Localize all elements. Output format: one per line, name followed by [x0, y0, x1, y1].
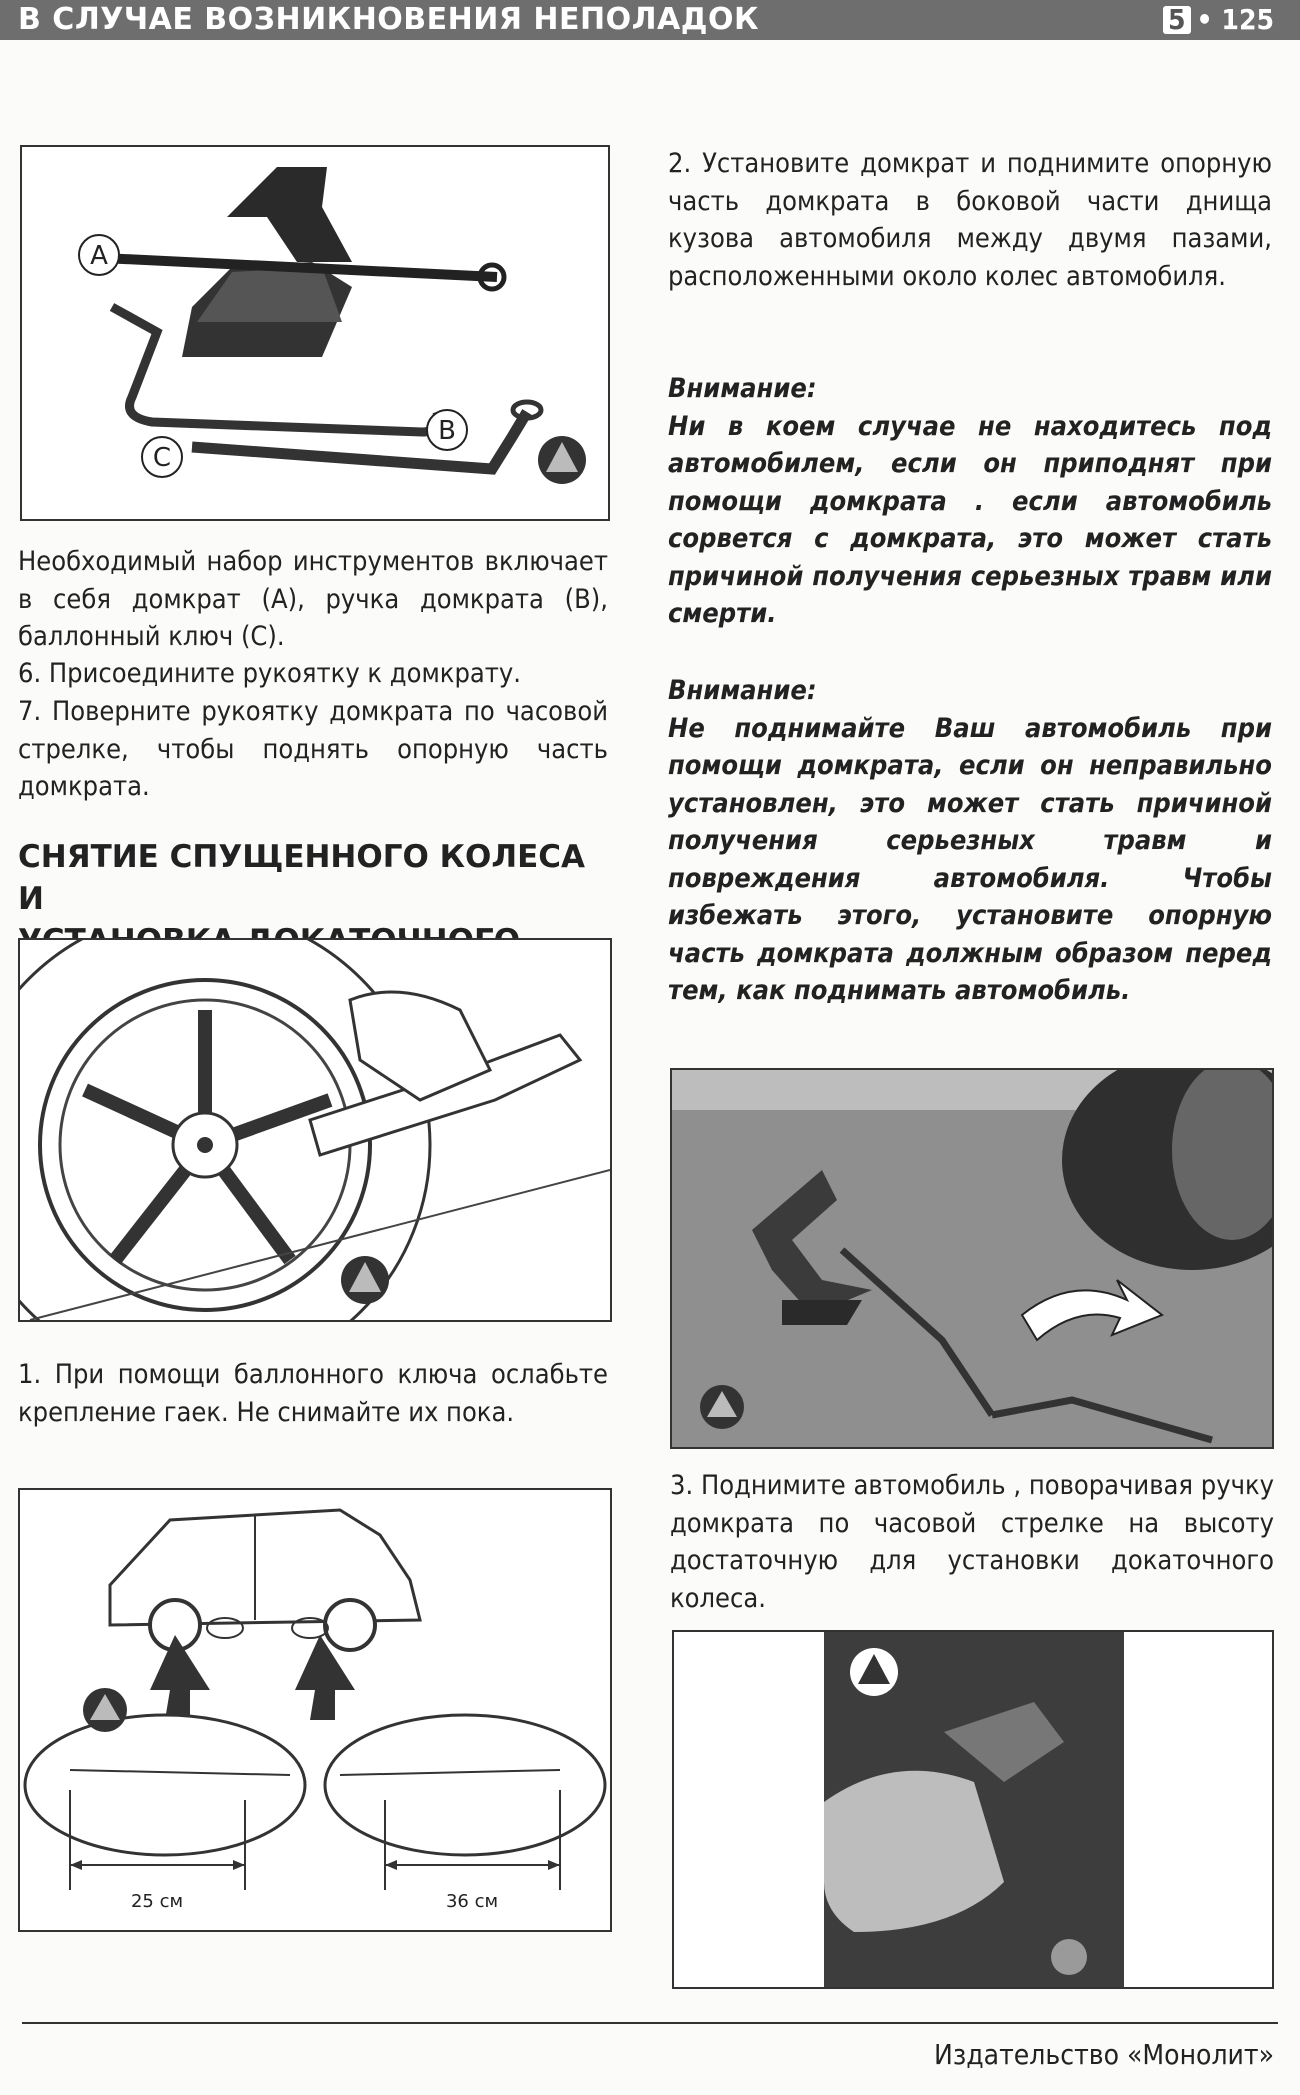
- page-number-value: • 125: [1196, 3, 1274, 36]
- wheel-drawing: [20, 940, 610, 1320]
- footer-rule: [22, 2022, 1278, 2024]
- warning-1-text: Ни в коем случае не находитесь под автомобилем, если он приподнят при помощи домкрата . если автомобиль сорвется с домкрата, это может стать причиной получения серьезных травм или смерти.: [668, 410, 1272, 629]
- warning-2-text: Не поднимайте Ваш автомобиль при помощи домкрата, если он неправильно установлен, это может стать причиной получения серьезных травм и повреждения автомобиля. Чтобы избежать этого, установите опорную часть домкрата должным образом перед тем, как поднимать автомобиль.: [668, 712, 1272, 1006]
- jack-points-diagram: [18, 1488, 612, 1932]
- brand-logo-icon: [538, 436, 586, 484]
- jack-points-drawing: [20, 1490, 610, 1930]
- jack-photo-drawing: [672, 1070, 1272, 1447]
- warning-1-title: Внимание:: [668, 373, 817, 404]
- warning-1: [668, 370, 1272, 633]
- step-3: 3. Поднимите автомобиль , поворачивая ручку домкрата по часовой стрелке на высоту достаточную для установки докаточного колеса.: [670, 1470, 1274, 1614]
- label-b: B: [438, 416, 456, 446]
- dimension-right: 36 см: [445, 1891, 499, 1912]
- dimension-left: 25 см: [130, 1891, 184, 1912]
- brand-logo-icon: [850, 1648, 898, 1696]
- brand-logo-icon: [341, 1256, 389, 1304]
- jack-handle-photo: [672, 1630, 1274, 1989]
- tools-description: Необходимый набор инструментов включает в себя домкрат (А), ручка домкрата (В), баллонный ключ (С).: [18, 546, 608, 652]
- chapter-badge: 5: [1163, 6, 1191, 34]
- label-a: A: [90, 241, 108, 271]
- jack-photo: [670, 1068, 1274, 1449]
- step-1: 1. При помощи баллонного ключа ослабьте крепление гаек. Не снимайте их пока.: [18, 1359, 608, 1428]
- jack-kit-illustration: [20, 145, 610, 521]
- publisher: Издательство «Монолит»: [934, 2038, 1274, 2071]
- step-7: 7. Поверните рукоятку домкрата по часовой стрелке, чтобы поднять опорную часть домкрата.: [18, 696, 608, 802]
- page-header: [0, 0, 1300, 40]
- page-number: [1163, 0, 1274, 40]
- section-title-line-1: СНЯТИЕ СПУЩЕННОГО КОЛЕСА И: [18, 839, 585, 917]
- step-6: 6. Присоедините рукоятку к домкрату.: [18, 658, 521, 689]
- jack-kit-drawing: [22, 147, 608, 519]
- warning-2-title: Внимание:: [668, 675, 817, 706]
- brand-logo-icon: [83, 1688, 127, 1732]
- jack-handle-photo-drawing: [674, 1632, 1272, 1987]
- label-c: C: [152, 443, 172, 473]
- brand-logo-icon: [700, 1385, 744, 1429]
- wheel-wrench-illustration: [18, 938, 612, 1322]
- header-title: В СЛУЧАЕ ВОЗНИКНОВЕНИЯ НЕПОЛАДОК: [18, 2, 760, 37]
- warning-2: [668, 672, 1272, 1010]
- step-2: 2. Установите домкрат и поднимите опорную часть домкрата в боковой части днища кузова автомобиля между двумя пазами, расположенными около колес автомобиля.: [668, 148, 1272, 292]
